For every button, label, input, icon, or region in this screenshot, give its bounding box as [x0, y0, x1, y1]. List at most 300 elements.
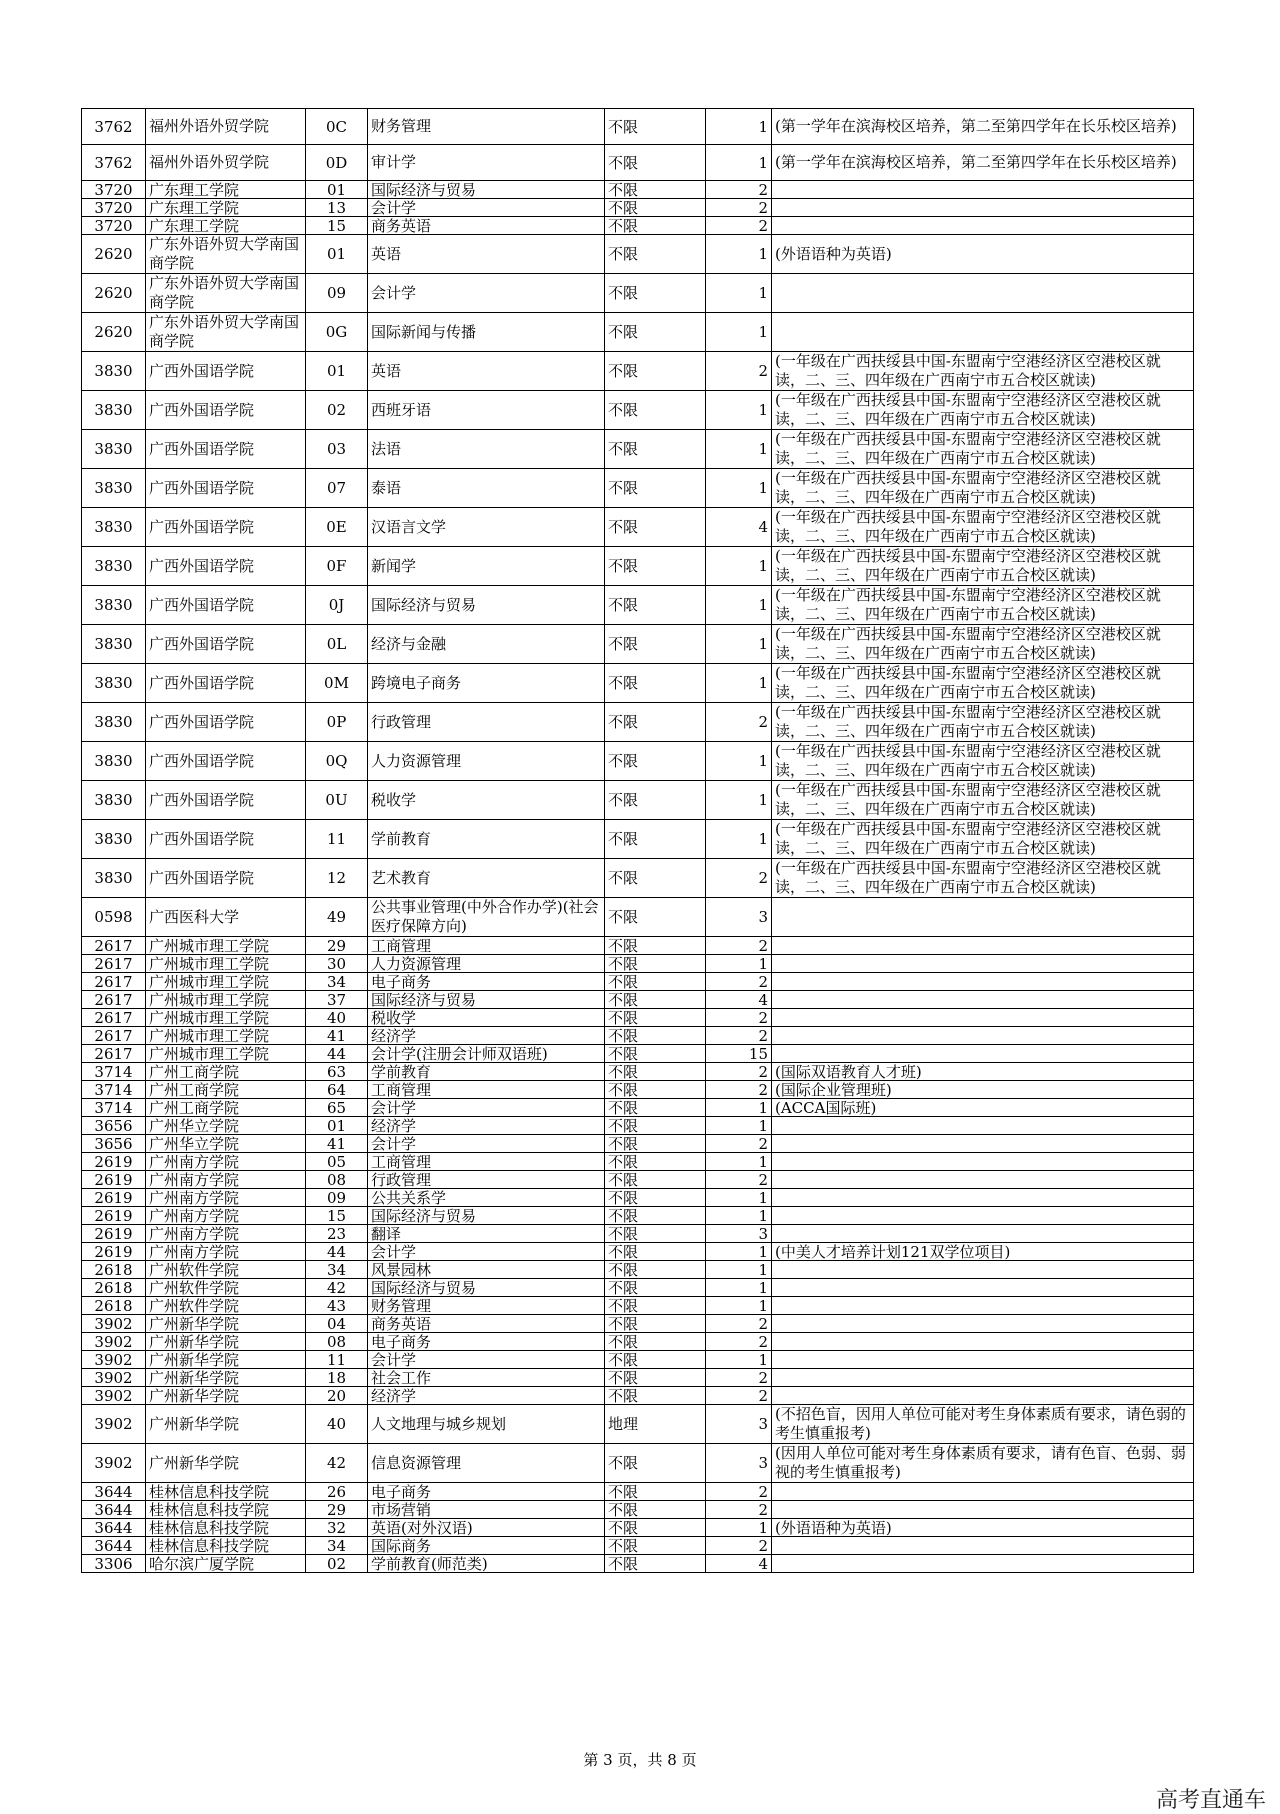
table-row — [82, 1261, 1194, 1279]
school-code-cell: 3902 — [82, 1369, 146, 1387]
plan-count-cell: 2 — [706, 1537, 772, 1555]
major-name-cell: 英语 — [368, 352, 605, 391]
school-name-cell: 广东外语外贸大学南国商学院 — [146, 235, 306, 274]
school-code-cell: 3714 — [82, 1081, 146, 1099]
plan-count-cell: 3 — [706, 1405, 772, 1444]
subject-requirement-cell: 不限 — [605, 1333, 706, 1351]
school-name-cell: 桂林信息科技学院 — [146, 1501, 306, 1519]
table-row — [82, 391, 1194, 430]
subject-requirement-cell: 不限 — [605, 1501, 706, 1519]
table-row — [82, 1099, 1194, 1117]
note-cell: (一年级在广西扶绥县中国-东盟南宁空港经济区空港校区就读，二、三、四年级在广西南宁市五合校区就读) — [772, 781, 1194, 820]
table-row — [82, 1171, 1194, 1189]
subject-requirement-cell: 不限 — [605, 625, 706, 664]
note-cell: (一年级在广西扶绥县中国-东盟南宁空港经济区空港校区就读，二、三、四年级在广西南宁市五合校区就读) — [772, 625, 1194, 664]
major-name-cell: 国际经济与贸易 — [368, 1279, 605, 1297]
school-name-cell: 桂林信息科技学院 — [146, 1537, 306, 1555]
major-name-cell: 公共关系学 — [368, 1189, 605, 1207]
school-code-cell: 3720 — [82, 199, 146, 217]
table-row — [82, 1387, 1194, 1405]
school-name-cell: 广西外国语学院 — [146, 625, 306, 664]
school-code-cell: 3830 — [82, 742, 146, 781]
table-row — [82, 181, 1194, 199]
subject-requirement-cell: 不限 — [605, 1027, 706, 1045]
plan-count-cell: 2 — [706, 352, 772, 391]
plan-count-cell: 2 — [706, 1315, 772, 1333]
major-name-cell: 商务英语 — [368, 1315, 605, 1333]
major-name-cell: 财务管理 — [368, 1297, 605, 1315]
major-name-cell: 财务管理 — [368, 109, 605, 145]
major-code-cell: 02 — [306, 1555, 368, 1573]
major-name-cell: 会计学 — [368, 1135, 605, 1153]
major-name-cell: 电子商务 — [368, 973, 605, 991]
school-name-cell: 广州新华学院 — [146, 1405, 306, 1444]
school-name-cell: 广州新华学院 — [146, 1315, 306, 1333]
school-code-cell: 0598 — [82, 898, 146, 937]
school-code-cell: 2617 — [82, 991, 146, 1009]
school-code-cell: 3902 — [82, 1405, 146, 1444]
major-code-cell: 34 — [306, 973, 368, 991]
school-code-cell: 2619 — [82, 1225, 146, 1243]
note-cell — [772, 1045, 1194, 1063]
subject-requirement-cell: 不限 — [605, 1483, 706, 1501]
major-code-cell: 13 — [306, 199, 368, 217]
note-cell — [772, 1171, 1194, 1189]
school-name-cell: 广州新华学院 — [146, 1387, 306, 1405]
subject-requirement-cell: 不限 — [605, 1537, 706, 1555]
school-name-cell: 广西外国语学院 — [146, 703, 306, 742]
subject-requirement-cell: 不限 — [605, 991, 706, 1009]
subject-requirement-cell: 不限 — [605, 1189, 706, 1207]
school-code-cell: 3830 — [82, 859, 146, 898]
major-name-cell: 行政管理 — [368, 703, 605, 742]
major-name-cell: 国际经济与贸易 — [368, 181, 605, 199]
school-code-cell: 3644 — [82, 1537, 146, 1555]
school-code-cell: 3902 — [82, 1333, 146, 1351]
table-row — [82, 1444, 1194, 1483]
plan-count-cell: 1 — [706, 955, 772, 973]
table-row — [82, 508, 1194, 547]
plan-count-cell: 4 — [706, 1555, 772, 1573]
major-code-cell: 0M — [306, 664, 368, 703]
school-name-cell: 广州城市理工学院 — [146, 991, 306, 1009]
subject-requirement-cell: 不限 — [605, 235, 706, 274]
school-code-cell: 3830 — [82, 820, 146, 859]
table-row — [82, 1555, 1194, 1573]
subject-requirement-cell: 不限 — [605, 1279, 706, 1297]
table-row — [82, 1351, 1194, 1369]
major-code-cell: 49 — [306, 898, 368, 937]
table-row — [82, 1117, 1194, 1135]
plan-count-cell: 1 — [706, 109, 772, 145]
plan-count-cell: 2 — [706, 973, 772, 991]
major-name-cell: 国际经济与贸易 — [368, 991, 605, 1009]
subject-requirement-cell: 不限 — [605, 1519, 706, 1537]
major-code-cell: 26 — [306, 1483, 368, 1501]
plan-count-cell: 1 — [706, 1153, 772, 1171]
subject-requirement-cell: 不限 — [605, 274, 706, 313]
major-code-cell: 44 — [306, 1045, 368, 1063]
plan-count-cell: 2 — [706, 859, 772, 898]
plan-count-cell: 1 — [706, 469, 772, 508]
school-code-cell: 2619 — [82, 1243, 146, 1261]
school-name-cell: 广州新华学院 — [146, 1351, 306, 1369]
subject-requirement-cell: 不限 — [605, 1045, 706, 1063]
major-name-cell: 审计学 — [368, 145, 605, 181]
school-code-cell: 2619 — [82, 1189, 146, 1207]
table-row — [82, 1537, 1194, 1555]
major-code-cell: 03 — [306, 430, 368, 469]
subject-requirement-cell: 不限 — [605, 1099, 706, 1117]
major-name-cell: 社会工作 — [368, 1369, 605, 1387]
major-code-cell: 01 — [306, 181, 368, 199]
table-row — [82, 1207, 1194, 1225]
plan-count-cell: 4 — [706, 991, 772, 1009]
note-cell: (第一学年在滨海校区培养，第二至第四学年在长乐校区培养) — [772, 145, 1194, 181]
school-code-cell: 2619 — [82, 1171, 146, 1189]
note-cell — [772, 1501, 1194, 1519]
major-name-cell: 工商管理 — [368, 1153, 605, 1171]
school-name-cell: 广西外国语学院 — [146, 352, 306, 391]
table-row — [82, 973, 1194, 991]
school-code-cell: 2618 — [82, 1279, 146, 1297]
major-code-cell: 63 — [306, 1063, 368, 1081]
school-name-cell: 福州外语外贸学院 — [146, 145, 306, 181]
school-name-cell: 广州城市理工学院 — [146, 1027, 306, 1045]
major-code-cell: 15 — [306, 1207, 368, 1225]
major-code-cell: 02 — [306, 391, 368, 430]
school-name-cell: 广西外国语学院 — [146, 586, 306, 625]
plan-count-cell: 1 — [706, 1279, 772, 1297]
major-code-cell: 11 — [306, 1351, 368, 1369]
school-name-cell: 广西外国语学院 — [146, 664, 306, 703]
plan-count-cell: 1 — [706, 1099, 772, 1117]
subject-requirement-cell: 不限 — [605, 199, 706, 217]
table-row — [82, 235, 1194, 274]
note-cell: (一年级在广西扶绥县中国-东盟南宁空港经济区空港校区就读，二、三、四年级在广西南宁市五合校区就读) — [772, 430, 1194, 469]
school-name-cell: 广州南方学院 — [146, 1189, 306, 1207]
table-row — [82, 1045, 1194, 1063]
note-cell: (外语语种为英语) — [772, 235, 1194, 274]
school-name-cell: 广西医科大学 — [146, 898, 306, 937]
school-code-cell: 3830 — [82, 781, 146, 820]
plan-count-cell: 2 — [706, 1369, 772, 1387]
table-row — [82, 820, 1194, 859]
plan-count-cell: 2 — [706, 1501, 772, 1519]
note-cell: (一年级在广西扶绥县中国-东盟南宁空港经济区空港校区就读，二、三、四年级在广西南宁市五合校区就读) — [772, 547, 1194, 586]
school-name-cell: 广东外语外贸大学南国商学院 — [146, 274, 306, 313]
note-cell: (外语语种为英语) — [772, 1519, 1194, 1537]
subject-requirement-cell: 不限 — [605, 1351, 706, 1369]
note-cell — [772, 937, 1194, 955]
note-cell — [772, 1009, 1194, 1027]
table-row — [82, 1027, 1194, 1045]
admissions-table — [81, 108, 1194, 1573]
major-name-cell: 工商管理 — [368, 1081, 605, 1099]
major-code-cell: 41 — [306, 1135, 368, 1153]
school-name-cell: 广州软件学院 — [146, 1279, 306, 1297]
school-name-cell: 广州城市理工学院 — [146, 1045, 306, 1063]
subject-requirement-cell: 不限 — [605, 508, 706, 547]
note-cell — [772, 898, 1194, 937]
table-row — [82, 1279, 1194, 1297]
school-name-cell: 广西外国语学院 — [146, 781, 306, 820]
subject-requirement-cell: 不限 — [605, 859, 706, 898]
major-name-cell: 会计学 — [368, 1351, 605, 1369]
table-row — [82, 955, 1194, 973]
school-code-cell: 3830 — [82, 508, 146, 547]
table-row — [82, 625, 1194, 664]
major-name-cell: 会计学 — [368, 1243, 605, 1261]
major-name-cell: 学前教育 — [368, 820, 605, 859]
subject-requirement-cell: 不限 — [605, 1207, 706, 1225]
major-code-cell: 64 — [306, 1081, 368, 1099]
table-row — [82, 469, 1194, 508]
note-cell — [772, 1315, 1194, 1333]
table-row — [82, 1225, 1194, 1243]
plan-count-cell: 1 — [706, 274, 772, 313]
school-name-cell: 广州软件学院 — [146, 1261, 306, 1279]
school-name-cell: 广州南方学院 — [146, 1207, 306, 1225]
major-code-cell: 0P — [306, 703, 368, 742]
plan-count-cell: 3 — [706, 1225, 772, 1243]
note-cell — [772, 1279, 1194, 1297]
note-cell — [772, 1369, 1194, 1387]
note-cell: (一年级在广西扶绥县中国-东盟南宁空港经济区空港校区就读，二、三、四年级在广西南宁市五合校区就读) — [772, 586, 1194, 625]
table-row — [82, 937, 1194, 955]
note-cell: (第一学年在滨海校区培养，第二至第四学年在长乐校区培养) — [772, 109, 1194, 145]
subject-requirement-cell: 不限 — [605, 898, 706, 937]
major-code-cell: 30 — [306, 955, 368, 973]
note-cell — [772, 1189, 1194, 1207]
note-cell: (国际企业管理班) — [772, 1081, 1194, 1099]
subject-requirement-cell: 不限 — [605, 937, 706, 955]
major-code-cell: 40 — [306, 1405, 368, 1444]
major-name-cell: 电子商务 — [368, 1333, 605, 1351]
school-name-cell: 广西外国语学院 — [146, 508, 306, 547]
plan-count-cell: 2 — [706, 217, 772, 235]
table-row — [82, 1189, 1194, 1207]
subject-requirement-cell: 不限 — [605, 703, 706, 742]
major-name-cell: 国际新闻与传播 — [368, 313, 605, 352]
major-code-cell: 07 — [306, 469, 368, 508]
school-code-cell: 3830 — [82, 625, 146, 664]
subject-requirement-cell: 不限 — [605, 1135, 706, 1153]
table-row — [82, 1009, 1194, 1027]
note-cell: (因用人单位可能对考生身体素质有要求，请有色盲、色弱、弱视的考生慎重报考) — [772, 1444, 1194, 1483]
subject-requirement-cell: 不限 — [605, 469, 706, 508]
school-name-cell: 广西外国语学院 — [146, 742, 306, 781]
major-code-cell: 65 — [306, 1099, 368, 1117]
major-name-cell: 经济学 — [368, 1117, 605, 1135]
school-code-cell: 3644 — [82, 1483, 146, 1501]
major-code-cell: 42 — [306, 1444, 368, 1483]
table-row — [82, 313, 1194, 352]
note-cell — [772, 1351, 1194, 1369]
plan-count-cell: 1 — [706, 313, 772, 352]
subject-requirement-cell: 不限 — [605, 1369, 706, 1387]
note-cell — [772, 1027, 1194, 1045]
school-name-cell: 广州城市理工学院 — [146, 973, 306, 991]
school-code-cell: 2620 — [82, 274, 146, 313]
table-row — [82, 1333, 1194, 1351]
school-code-cell: 3830 — [82, 547, 146, 586]
table-row — [82, 859, 1194, 898]
major-name-cell: 经济与金融 — [368, 625, 605, 664]
major-name-cell: 国际经济与贸易 — [368, 586, 605, 625]
school-code-cell: 3830 — [82, 430, 146, 469]
note-cell — [772, 991, 1194, 1009]
school-code-cell: 2619 — [82, 1153, 146, 1171]
note-cell: (ACCA国际班) — [772, 1099, 1194, 1117]
major-code-cell: 08 — [306, 1333, 368, 1351]
subject-requirement-cell: 不限 — [605, 1297, 706, 1315]
school-code-cell: 2617 — [82, 973, 146, 991]
major-name-cell: 信息资源管理 — [368, 1444, 605, 1483]
note-cell — [772, 1261, 1194, 1279]
note-cell — [772, 1135, 1194, 1153]
subject-requirement-cell: 不限 — [605, 1117, 706, 1135]
school-code-cell: 3644 — [82, 1519, 146, 1537]
major-name-cell: 泰语 — [368, 469, 605, 508]
plan-count-cell: 1 — [706, 664, 772, 703]
plan-count-cell: 1 — [706, 742, 772, 781]
plan-count-cell: 1 — [706, 391, 772, 430]
school-name-cell: 广州城市理工学院 — [146, 937, 306, 955]
major-name-cell: 学前教育 — [368, 1063, 605, 1081]
table-row — [82, 199, 1194, 217]
subject-requirement-cell: 不限 — [605, 1555, 706, 1573]
note-cell: (一年级在广西扶绥县中国-东盟南宁空港经济区空港校区就读，二、三、四年级在广西南宁市五合校区就读) — [772, 664, 1194, 703]
major-code-cell: 23 — [306, 1225, 368, 1243]
major-code-cell: 42 — [306, 1279, 368, 1297]
plan-count-cell: 1 — [706, 1261, 772, 1279]
table-row — [82, 274, 1194, 313]
school-name-cell: 广西外国语学院 — [146, 430, 306, 469]
note-cell — [772, 1117, 1194, 1135]
school-code-cell: 3830 — [82, 703, 146, 742]
school-name-cell: 广州新华学院 — [146, 1333, 306, 1351]
major-name-cell: 汉语言文学 — [368, 508, 605, 547]
major-code-cell: 29 — [306, 1501, 368, 1519]
school-code-cell: 2617 — [82, 1045, 146, 1063]
table-row — [82, 1297, 1194, 1315]
page-footer: 第 3 页，共 8 页 — [583, 1751, 697, 1769]
note-cell — [772, 217, 1194, 235]
plan-count-cell: 2 — [706, 1081, 772, 1099]
major-code-cell: 0E — [306, 508, 368, 547]
major-code-cell: 32 — [306, 1519, 368, 1537]
school-code-cell: 2619 — [82, 1207, 146, 1225]
note-cell: (一年级在广西扶绥县中国-东盟南宁空港经济区空港校区就读，二、三、四年级在广西南宁市五合校区就读) — [772, 859, 1194, 898]
school-name-cell: 广州工商学院 — [146, 1063, 306, 1081]
note-cell: (一年级在广西扶绥县中国-东盟南宁空港经济区空港校区就读，二、三、四年级在广西南宁市五合校区就读) — [772, 352, 1194, 391]
subject-requirement-cell: 不限 — [605, 217, 706, 235]
school-code-cell: 3720 — [82, 181, 146, 199]
school-code-cell: 3902 — [82, 1315, 146, 1333]
major-name-cell: 人力资源管理 — [368, 955, 605, 973]
major-code-cell: 40 — [306, 1009, 368, 1027]
school-name-cell: 广州软件学院 — [146, 1297, 306, 1315]
subject-requirement-cell: 不限 — [605, 664, 706, 703]
note-cell — [772, 1555, 1194, 1573]
note-cell — [772, 1483, 1194, 1501]
school-name-cell: 广东理工学院 — [146, 199, 306, 217]
major-name-cell: 经济学 — [368, 1387, 605, 1405]
plan-count-cell: 1 — [706, 1117, 772, 1135]
school-name-cell: 福州外语外贸学院 — [146, 109, 306, 145]
major-name-cell: 翻译 — [368, 1225, 605, 1243]
plan-count-cell: 2 — [706, 703, 772, 742]
note-cell: (一年级在广西扶绥县中国-东盟南宁空港经济区空港校区就读，二、三、四年级在广西南宁市五合校区就读) — [772, 742, 1194, 781]
major-code-cell: 0Q — [306, 742, 368, 781]
table-row — [82, 898, 1194, 937]
school-name-cell: 广东外语外贸大学南国商学院 — [146, 313, 306, 352]
subject-requirement-cell: 不限 — [605, 313, 706, 352]
school-code-cell: 2617 — [82, 1027, 146, 1045]
note-cell — [772, 313, 1194, 352]
school-code-cell: 3762 — [82, 109, 146, 145]
subject-requirement-cell: 不限 — [605, 1081, 706, 1099]
subject-requirement-cell: 不限 — [605, 430, 706, 469]
table-row — [82, 742, 1194, 781]
major-code-cell: 0G — [306, 313, 368, 352]
major-code-cell: 05 — [306, 1153, 368, 1171]
plan-count-cell: 2 — [706, 1009, 772, 1027]
school-code-cell: 2617 — [82, 937, 146, 955]
table-row — [82, 781, 1194, 820]
school-code-cell: 2618 — [82, 1297, 146, 1315]
subject-requirement-cell: 不限 — [605, 586, 706, 625]
plan-count-cell: 1 — [706, 625, 772, 664]
school-name-cell: 广州华立学院 — [146, 1135, 306, 1153]
plan-count-cell: 1 — [706, 430, 772, 469]
school-name-cell: 广州城市理工学院 — [146, 1009, 306, 1027]
major-name-cell: 会计学(注册会计师双语班) — [368, 1045, 605, 1063]
table-row — [82, 430, 1194, 469]
school-name-cell: 广州新华学院 — [146, 1369, 306, 1387]
table-row — [82, 1405, 1194, 1444]
note-cell: (一年级在广西扶绥县中国-东盟南宁空港经济区空港校区就读，二、三、四年级在广西南宁市五合校区就读) — [772, 391, 1194, 430]
table-row — [82, 1243, 1194, 1261]
plan-count-cell: 2 — [706, 199, 772, 217]
table-row — [82, 586, 1194, 625]
note-cell: (一年级在广西扶绥县中国-东盟南宁空港经济区空港校区就读，二、三、四年级在广西南宁市五合校区就读) — [772, 469, 1194, 508]
subject-requirement-cell: 不限 — [605, 742, 706, 781]
table-row — [82, 217, 1194, 235]
major-code-cell: 11 — [306, 820, 368, 859]
major-code-cell: 08 — [306, 1171, 368, 1189]
note-cell: (中美人才培养计划121双学位项目) — [772, 1243, 1194, 1261]
plan-count-cell: 1 — [706, 547, 772, 586]
school-name-cell: 广西外国语学院 — [146, 820, 306, 859]
note-cell: (一年级在广西扶绥县中国-东盟南宁空港经济区空港校区就读，二、三、四年级在广西南宁市五合校区就读) — [772, 703, 1194, 742]
school-code-cell: 3762 — [82, 145, 146, 181]
subject-requirement-cell: 不限 — [605, 820, 706, 859]
note-cell — [772, 181, 1194, 199]
school-code-cell: 3830 — [82, 586, 146, 625]
plan-count-cell: 1 — [706, 1519, 772, 1537]
major-name-cell: 英语(对外汉语) — [368, 1519, 605, 1537]
table-row — [82, 1501, 1194, 1519]
table-body — [82, 109, 1194, 1573]
subject-requirement-cell: 地理 — [605, 1405, 706, 1444]
school-name-cell: 广州南方学院 — [146, 1225, 306, 1243]
major-code-cell: 0U — [306, 781, 368, 820]
plan-count-cell: 1 — [706, 1189, 772, 1207]
major-code-cell: 09 — [306, 1189, 368, 1207]
subject-requirement-cell: 不限 — [605, 1171, 706, 1189]
